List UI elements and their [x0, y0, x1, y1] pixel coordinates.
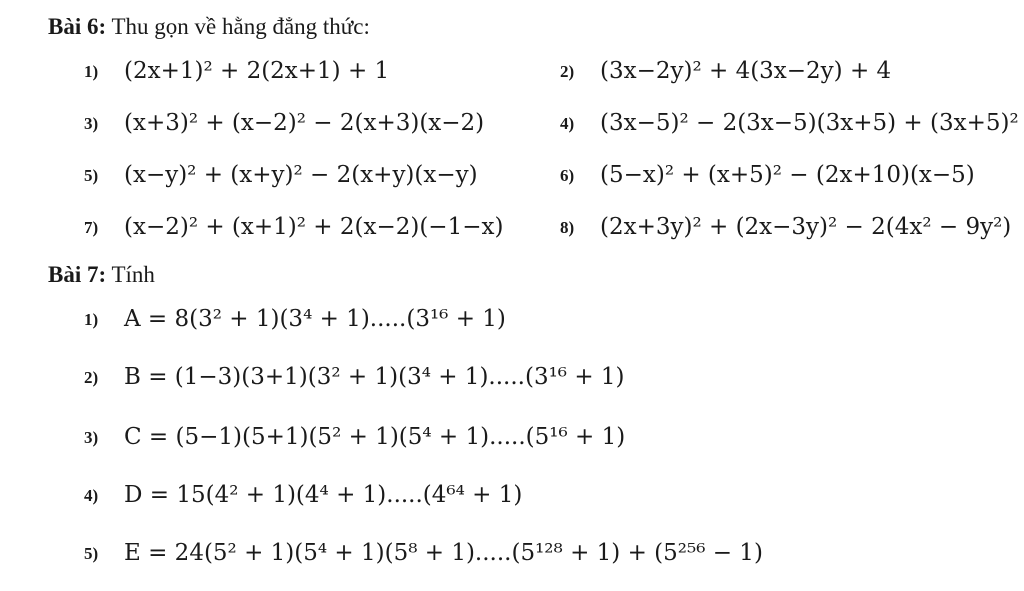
- math-expression: (x−y)² + (x+y)² − 2(x+y)(x−y): [124, 161, 478, 188]
- item-number: 4): [560, 113, 575, 133]
- math-expression: C = (5−1)(5+1)(5² + 1)(5⁴ + 1).....(5¹⁶ + 1): [124, 423, 626, 450]
- bai7-item-4: [84, 482, 522, 507]
- math-expression: (5−x)² + (x+5)² − (2x+10)(x−5): [600, 161, 975, 188]
- math-expression: E = 24(5² + 1)(5⁴ + 1)(5⁸ + 1).....(5¹²⁸ + 1) + (5²⁵⁶ − 1): [124, 539, 763, 566]
- bai7-title: Tính: [111, 262, 155, 287]
- math-expression: (2x+3y)² + (2x−3y)² − 2(4x² − 9y²): [600, 213, 1012, 240]
- item-number: 7): [84, 217, 99, 237]
- math-expression: (3x−2y)² + 4(3x−2y) + 4: [600, 57, 892, 84]
- bai7-heading: [48, 262, 155, 288]
- bai6-item-3: [84, 110, 484, 135]
- bai6-item-8: [560, 214, 1011, 239]
- item-number: 3): [84, 427, 99, 447]
- item-number: 8): [560, 217, 575, 237]
- item-number: 2): [560, 61, 575, 81]
- bai6-item-2: [560, 58, 891, 83]
- bai6-heading: [48, 14, 370, 40]
- item-number: 1): [84, 61, 99, 81]
- bai7-item-1: [84, 306, 506, 331]
- item-number: 4): [84, 485, 99, 505]
- math-expression: D = 15(4² + 1)(4⁴ + 1).....(4⁶⁴ + 1): [124, 481, 523, 508]
- bai7-item-3: [84, 424, 625, 449]
- item-number: 5): [84, 543, 99, 563]
- bai6-item-6: [560, 162, 975, 187]
- math-expression: B = (1−3)(3+1)(3² + 1)(3⁴ + 1).....(3¹⁶ + 1): [124, 363, 625, 390]
- item-number: 2): [84, 367, 99, 387]
- bai6-item-5: [84, 162, 478, 187]
- bai7-item-2: [84, 364, 625, 389]
- bai6-item-1: [84, 58, 389, 83]
- math-expression: (x−2)² + (x+1)² + 2(x−2)(−1−x): [124, 213, 504, 240]
- bai7-item-5: [84, 540, 763, 565]
- math-expression: (2x+1)² + 2(2x+1) + 1: [124, 57, 390, 84]
- item-number: 5): [84, 165, 99, 185]
- item-number: 6): [560, 165, 575, 185]
- math-expression: A = 8(3² + 1)(3⁴ + 1).....(3¹⁶ + 1): [124, 305, 506, 332]
- bai6-item-4: [560, 110, 1019, 135]
- bai7-label: Bài 7:: [48, 262, 107, 287]
- bai6-item-7: [84, 214, 503, 239]
- bai6-label: Bài 6:: [48, 14, 107, 39]
- math-expression: (x+3)² + (x−2)² − 2(x+3)(x−2): [124, 109, 485, 136]
- math-expression: (3x−5)² − 2(3x−5)(3x+5) + (3x+5)²: [600, 109, 1019, 136]
- item-number: 3): [84, 113, 99, 133]
- bai6-title: Thu gọn về hằng đẳng thức:: [111, 14, 370, 39]
- item-number: 1): [84, 309, 99, 329]
